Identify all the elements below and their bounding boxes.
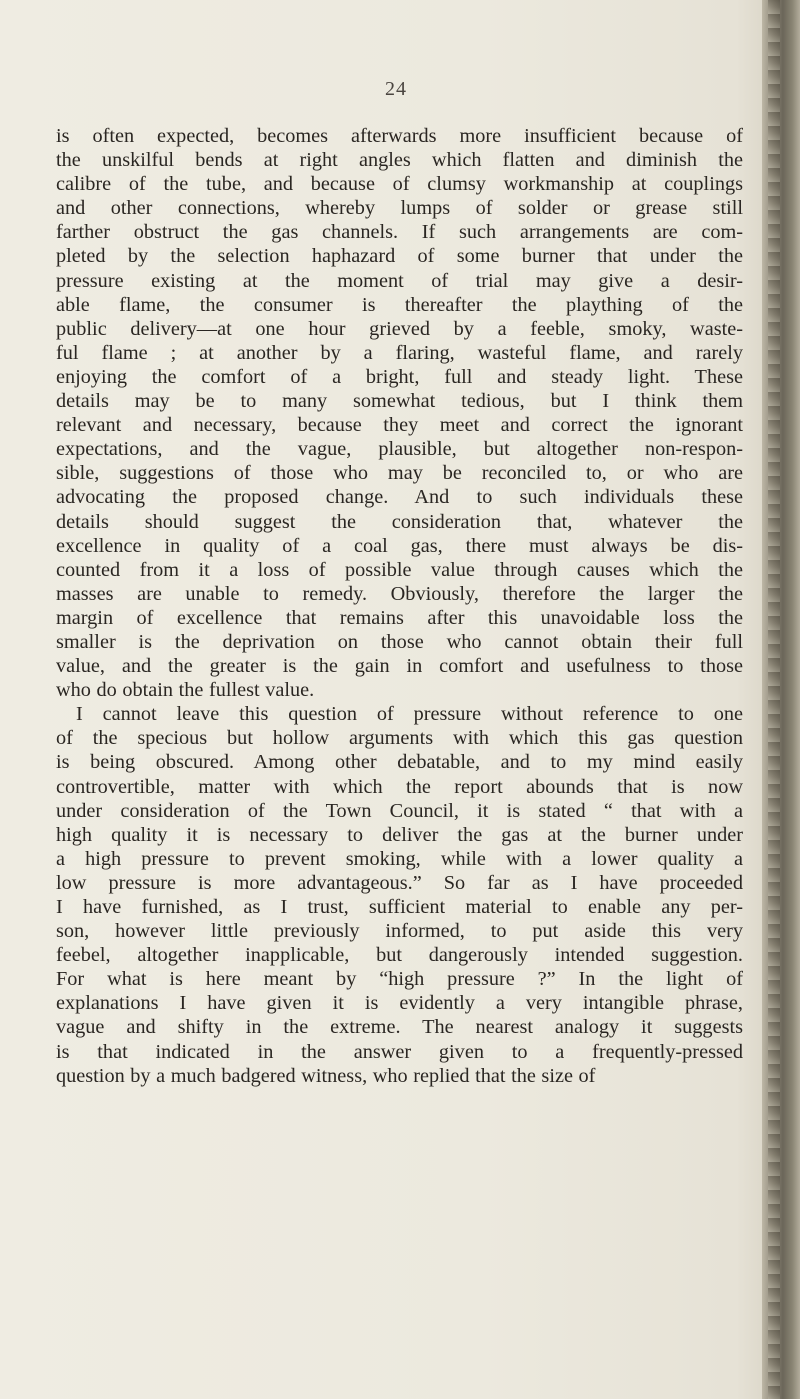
text-line: vague and shifty in the extreme. The nearest analogy it suggests xyxy=(56,1016,743,1039)
text-line: farther obstruct the gas channels. If such arrangements are com- xyxy=(56,221,743,244)
text-line: who do obtain the fullest value. xyxy=(56,679,315,702)
text-line: under consideration of the Town Council, it is stated “ that with a xyxy=(56,799,743,822)
text-line: margin of excellence that remains after this unavoidable loss the xyxy=(56,606,743,629)
text-line: I have furnished, as I trust, sufficient material to enable any per- xyxy=(56,896,743,918)
text-line: high quality it is necessary to deliver the gas at the burner under xyxy=(56,823,743,846)
text-line: is that indicated in the answer given to a frequently-pressed xyxy=(56,1040,743,1063)
text-line: details should suggest the consideration that, whatever the xyxy=(56,510,743,533)
text-line: question by a much badgered witness, who replied that the size of xyxy=(56,1064,596,1087)
text-line: ful flame ; at another by a flaring, wasteful flame, and rarely xyxy=(56,341,743,364)
text-line: enjoying the comfort of a bright, full and steady light. These xyxy=(56,365,743,388)
text-line: pleted by the selection haphazard of some burner that under the xyxy=(56,245,743,268)
text-line: counted from it a loss of possible value through causes which the xyxy=(56,558,743,581)
text-line: public delivery—at one hour grieved by a feeble, smoky, waste- xyxy=(56,317,743,340)
paragraph xyxy=(56,702,743,1088)
text-line: explanations I have given it is evidently a very intangible phrase, xyxy=(56,992,743,1015)
text-line: low pressure is more advantageous.” So far as I have proceeded xyxy=(56,871,743,894)
text-line: For what is here meant by “high pressure ?” In the light of xyxy=(56,968,743,991)
text-line: details may be to many somewhat tedious, but I think them xyxy=(56,390,743,413)
text-line: pressure existing at the moment of trial may give a desir- xyxy=(56,269,743,292)
text-line: controvertible, matter with which the report abounds that is now xyxy=(56,775,743,798)
text-line: excellence in quality of a coal gas, there must always be dis- xyxy=(56,534,743,557)
text-line: masses are unable to remedy. Obviously, therefore the larger the xyxy=(56,582,743,605)
text-line: the unskilful bends at right angles which flatten and diminish the xyxy=(56,149,743,172)
text-line: a high pressure to prevent smoking, while with a lower quality a xyxy=(56,847,743,870)
text-line: advocating the proposed change. And to such individuals these xyxy=(56,486,743,509)
text-line: I cannot leave this question of pressure without reference to one xyxy=(76,703,743,726)
page-number: 24 xyxy=(385,78,407,100)
text-line: feebel, altogether inapplicable, but dangerously intended suggestion. xyxy=(56,944,743,967)
text-line: smaller is the deprivation on those who cannot obtain their full xyxy=(56,630,743,653)
text-line: calibre of the tube, and because of clumsy workmanship at couplings xyxy=(56,173,743,196)
text-line: sible, suggestions of those who may be reconciled to, or who are xyxy=(56,462,743,485)
text-line: is often expected, becomes afterwards more insufficient because of xyxy=(56,125,743,147)
text-line: is being obscured. Among other debatable, and to my mind easily xyxy=(56,751,743,774)
text-line: value, and the greater is the gain in comfort and usefulness to those xyxy=(56,655,743,678)
text-line: relevant and necessary, because they meet and correct the ignorant xyxy=(56,414,743,437)
text-line: expectations, and the vague, plausible, but altogether non-respon- xyxy=(56,438,743,461)
book-binding-edge xyxy=(762,0,800,1399)
text-line: and other connections, whereby lumps of solder or grease still xyxy=(56,197,743,220)
text-line: son, however little previously informed, to put aside this very xyxy=(56,920,743,943)
body-text xyxy=(56,124,743,1088)
text-line: of the specious but hollow arguments with which this gas question xyxy=(56,727,743,750)
paragraph xyxy=(56,124,743,702)
text-line: able flame, the consumer is thereafter the plaything of the xyxy=(56,293,743,316)
